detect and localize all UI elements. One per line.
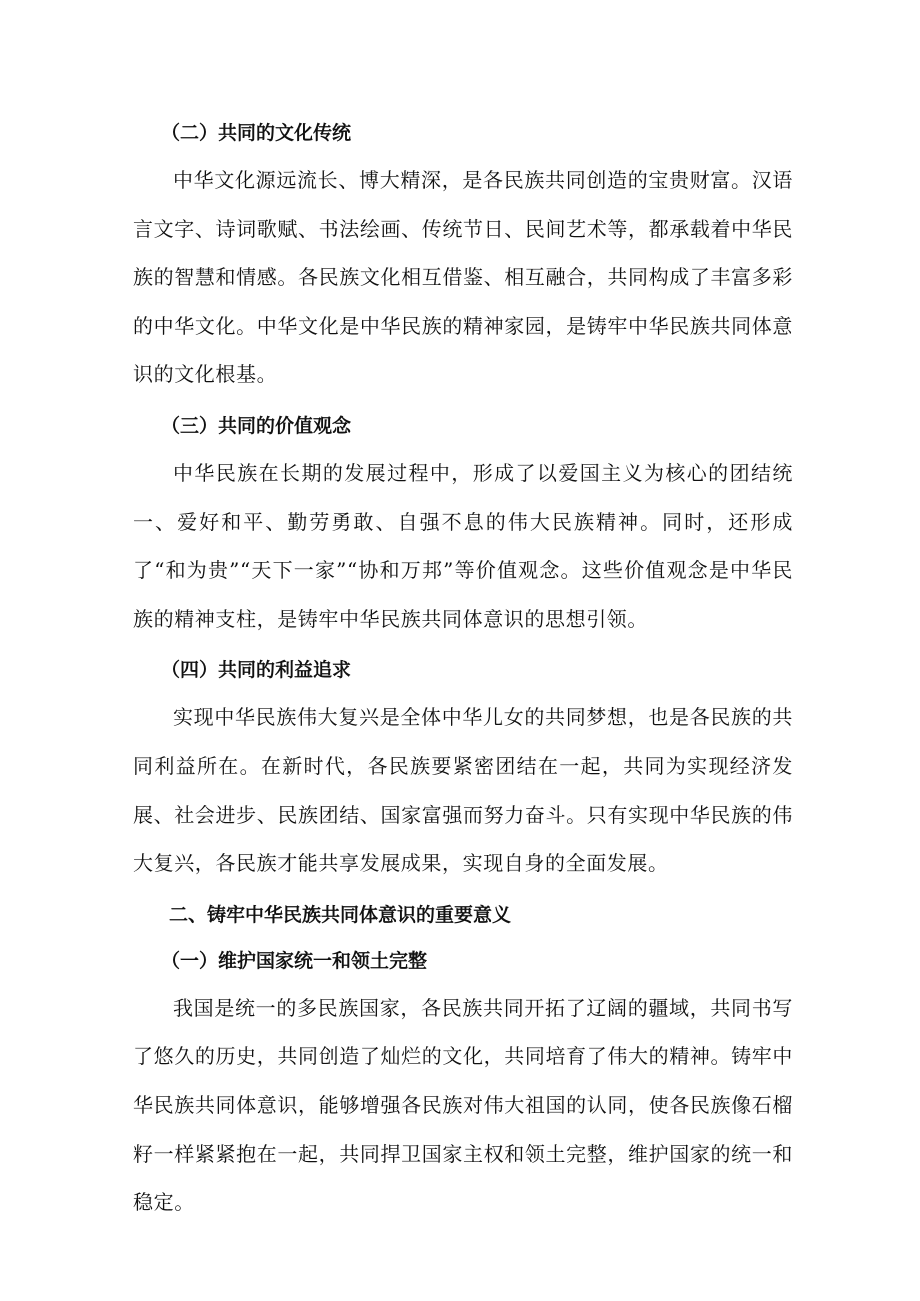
paragraph-values: 中华民族在长期的发展过程中，形成了以爱国主义为核心的团结统一、爱好和平、勤劳勇敢、自强不息的伟大民族精神。同时，还形成了“和为贵”“天下一家”“协和万邦”等价值观念。这些价值观念是中华民族的精神支柱，是铸牢中华民族共同体意识的思想引领。: [133, 460, 793, 631]
paragraph-cultural-tradition: 中华文化源远流长、博大精深，是各民族共同创造的宝贵财富。汉语言文字、诗词歌赋、书法绘画、传统节日、民间艺术等，都承载着中华民族的智慧和情感。各民族文化相互借鉴、相互融合，共同构成了丰富多彩的中华文化。中华文化是中华民族的精神家园，是铸牢中华民族共同体意识的文化根基。: [133, 168, 793, 387]
document-body: [133, 110, 793, 1229]
chapter-heading-significance: 二、铸牢中华民族共同体意识的重要意义: [169, 903, 512, 926]
section-heading-values: （三）共同的价值观念: [161, 414, 352, 437]
paragraph-national-unity: 我国是统一的多民族国家，各民族共同开拓了辽阔的疆域，共同书写了悠久的历史，共同创造了灿烂的文化，共同培育了伟大的精神。铸牢中华民族共同体意识，能够增强各民族对伟大祖国的认同，使各民族像石榴籽一样紧紧抱在一起，共同捍卫国家主权和领土完整，维护国家的统一和稳定。: [133, 995, 793, 1215]
section-heading-national-unity: （一）维护国家统一和领土完整: [161, 949, 428, 972]
paragraph-interests: 实现中华民族伟大复兴是全体中华儿女的共同梦想，也是各民族的共同利益所在。在新时代，各民族要紧密团结在一起，共同为实现经济发展、社会进步、民族团结、国家富强而努力奋斗。只有实现中华民族的伟大复兴，各民族才能共享发展成果，实现自身的全面发展。: [133, 705, 793, 876]
section-heading-cultural-tradition: （二）共同的文化传统: [161, 122, 352, 144]
section-heading-interests: （四）共同的利益追求: [161, 659, 352, 682]
